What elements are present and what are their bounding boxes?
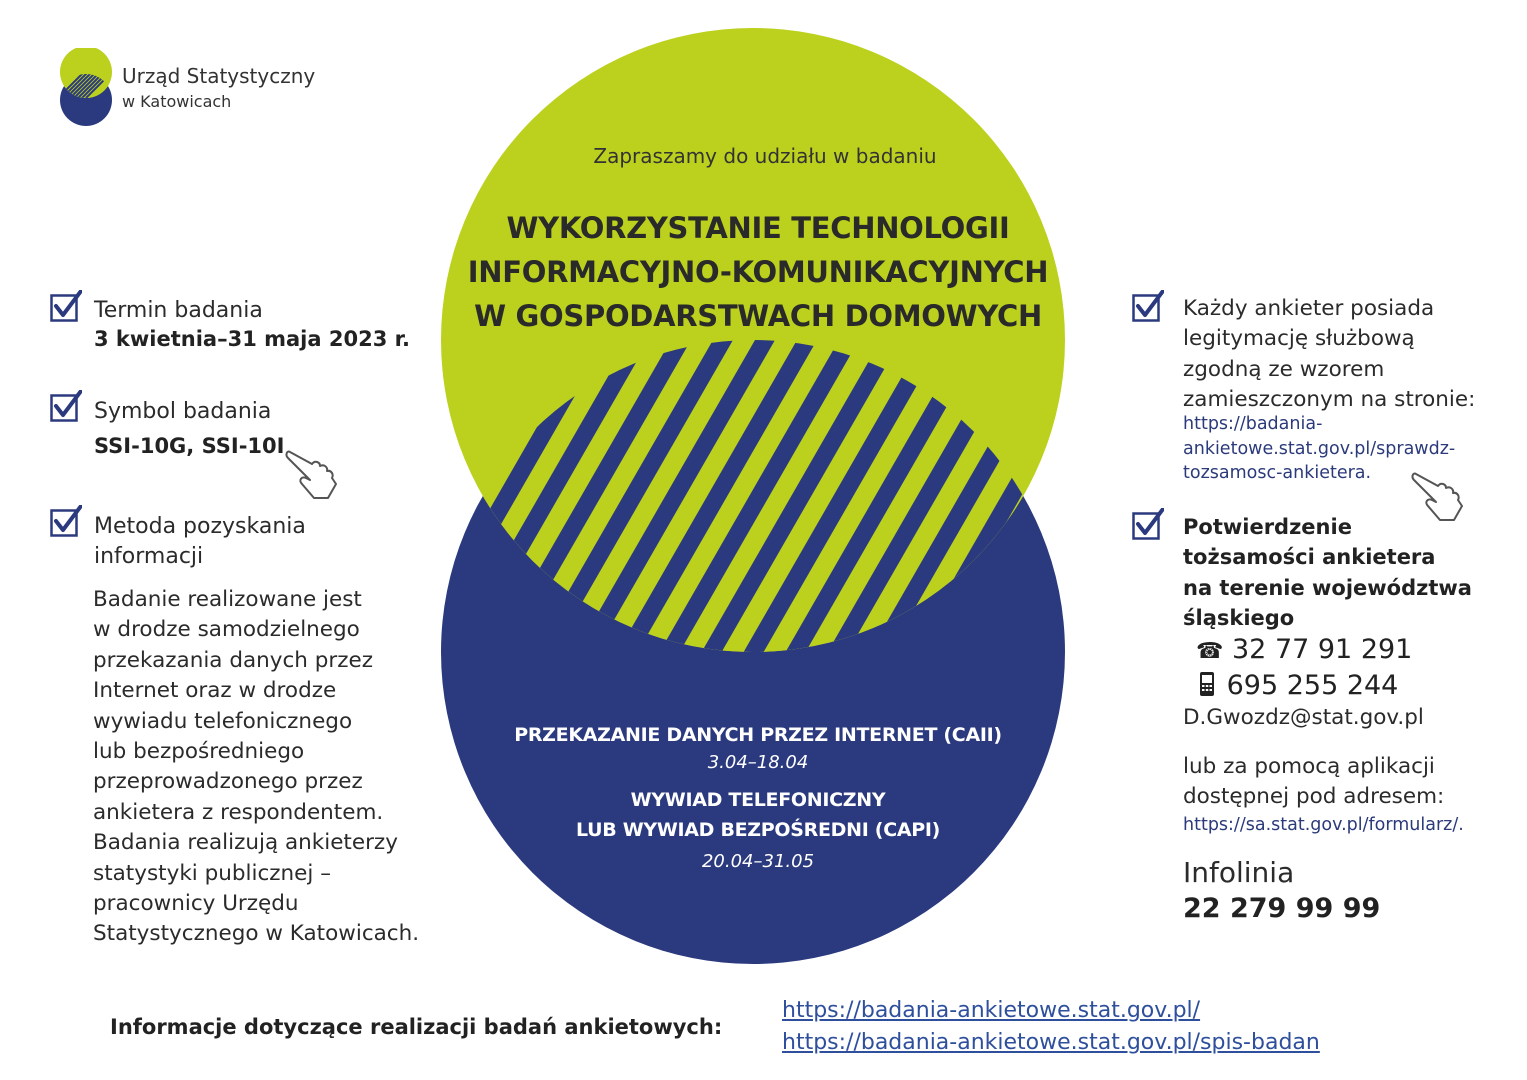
metoda-body [93, 585, 473, 950]
caii-block [480, 720, 1036, 776]
phone-number[interactable]: 32 77 91 291 [1232, 634, 1413, 665]
email-link[interactable]: D.Gwozdz@stat.gov.pl [1183, 705, 1424, 730]
title-line: INFORMACYJNO-KOMUNIKACYJNYCH [467, 255, 1049, 289]
metoda-label-line: informacji [94, 544, 204, 569]
body-line: zamieszczonym na stronie: [1183, 387, 1476, 413]
checkbox-icon [1132, 508, 1164, 540]
survey-title [440, 206, 1076, 338]
body-line: wywiadu telefonicznego [93, 708, 353, 734]
heading-line: tożsamości ankietera [1183, 545, 1436, 570]
mobile-phone-icon [1196, 671, 1218, 697]
mobile-row [1196, 668, 1398, 704]
footer-label: Informacje dotyczące realizacji badań ankietowych: [110, 1015, 723, 1039]
checkbox-icon [50, 290, 82, 322]
potwierdzenie-heading [1183, 512, 1513, 634]
app-text [1183, 752, 1513, 813]
telephone-icon: ☎ [1196, 639, 1224, 664]
heading-line: Potwierdzenie [1183, 515, 1352, 539]
body-line: w drodze samodzielnego [93, 617, 360, 643]
body-line: przekazania danych przez [93, 647, 374, 673]
link-line[interactable]: https://badania- [1183, 414, 1323, 434]
title-line: WYKORZYSTANIE TECHNOLOGII [506, 211, 1010, 245]
footer-link-spis-badan[interactable]: https://badania-ankietowe.stat.gov.pl/spis-badan [782, 1030, 1320, 1055]
body-line: zgodną ze wzorem [1183, 356, 1385, 382]
body-line: Badanie realizowane jest [93, 587, 362, 612]
checkbox-icon [50, 390, 82, 422]
body-line: legitymację służbową [1183, 326, 1415, 352]
symbol-label: Symbol badania [94, 399, 272, 424]
caii-dates: 3.04–18.04 [707, 752, 809, 773]
body-line: statystyki publicznej – [93, 860, 331, 886]
metoda-label [94, 512, 306, 572]
body-line: pracownicy Urzędu [93, 891, 299, 917]
body-line: Internet oraz w drodze [93, 678, 337, 704]
mobile-number[interactable]: 695 255 244 [1226, 670, 1399, 701]
intro-text: Zapraszamy do udziału w badaniu [593, 144, 937, 168]
infolinia-label: Infolinia [1183, 856, 1295, 889]
checkbox-icon [50, 505, 82, 537]
metoda-label-line: Metoda pozyskania [94, 514, 306, 539]
legitymacja-text [1183, 294, 1513, 416]
body-line: Każdy ankieter posiada [1183, 296, 1435, 321]
checkbox-icon [1132, 290, 1164, 322]
pointing-hand-icon [284, 440, 346, 502]
capi-label-line1: WYWIAD TELEFONICZNY [630, 789, 886, 811]
title-line: W GOSPODARSTWACH DOMOWYCH [474, 299, 1042, 333]
body-line: dostępnej pod adresem: [1183, 784, 1445, 810]
logo-name: Urząd Statystyczny [122, 64, 316, 88]
body-line: Badania realizują ankieterzy [93, 830, 398, 856]
heading-line: na terenie województwa [1183, 575, 1472, 600]
phone-row [1196, 632, 1412, 670]
link-line[interactable]: ankietowe.stat.gov.pl/sprawdz- [1183, 438, 1456, 459]
body-line: lub za pomocą aplikacji [1183, 754, 1435, 779]
body-line: ankietera z respondentem. [93, 799, 384, 825]
infolinia-number[interactable]: 22 279 99 99 [1183, 893, 1381, 924]
body-line: przeprowadzonego przez [93, 769, 363, 795]
heading-line: śląskiego [1183, 606, 1295, 631]
termin-label: Termin badania [94, 298, 263, 323]
body-line: Statystycznego w Katowicach. [93, 921, 420, 947]
footer-link-badania[interactable]: https://badania-ankietowe.stat.gov.pl/ [782, 998, 1201, 1023]
body-line: lub bezpośredniego [93, 739, 305, 765]
capi-block [480, 785, 1036, 875]
stripe [1514, 300, 1527, 700]
capi-dates: 20.04–31.05 [701, 851, 815, 872]
capi-label-line2: LUB WYWIAD BEZPOŚREDNI (CAPI) [575, 819, 941, 841]
symbol-value: SSI-10G, SSI-10I [94, 434, 285, 458]
logo-city: w Katowicach [122, 92, 232, 111]
link-line[interactable]: tozsamosc-ankietera. [1183, 463, 1372, 483]
app-link[interactable]: https://sa.stat.gov.pl/formularz/. [1183, 815, 1464, 835]
termin-value: 3 kwietnia–31 maja 2023 r. [94, 327, 410, 351]
caii-label: PRZEKAZANIE DANYCH PRZEZ INTERNET (CAII) [514, 724, 1002, 746]
